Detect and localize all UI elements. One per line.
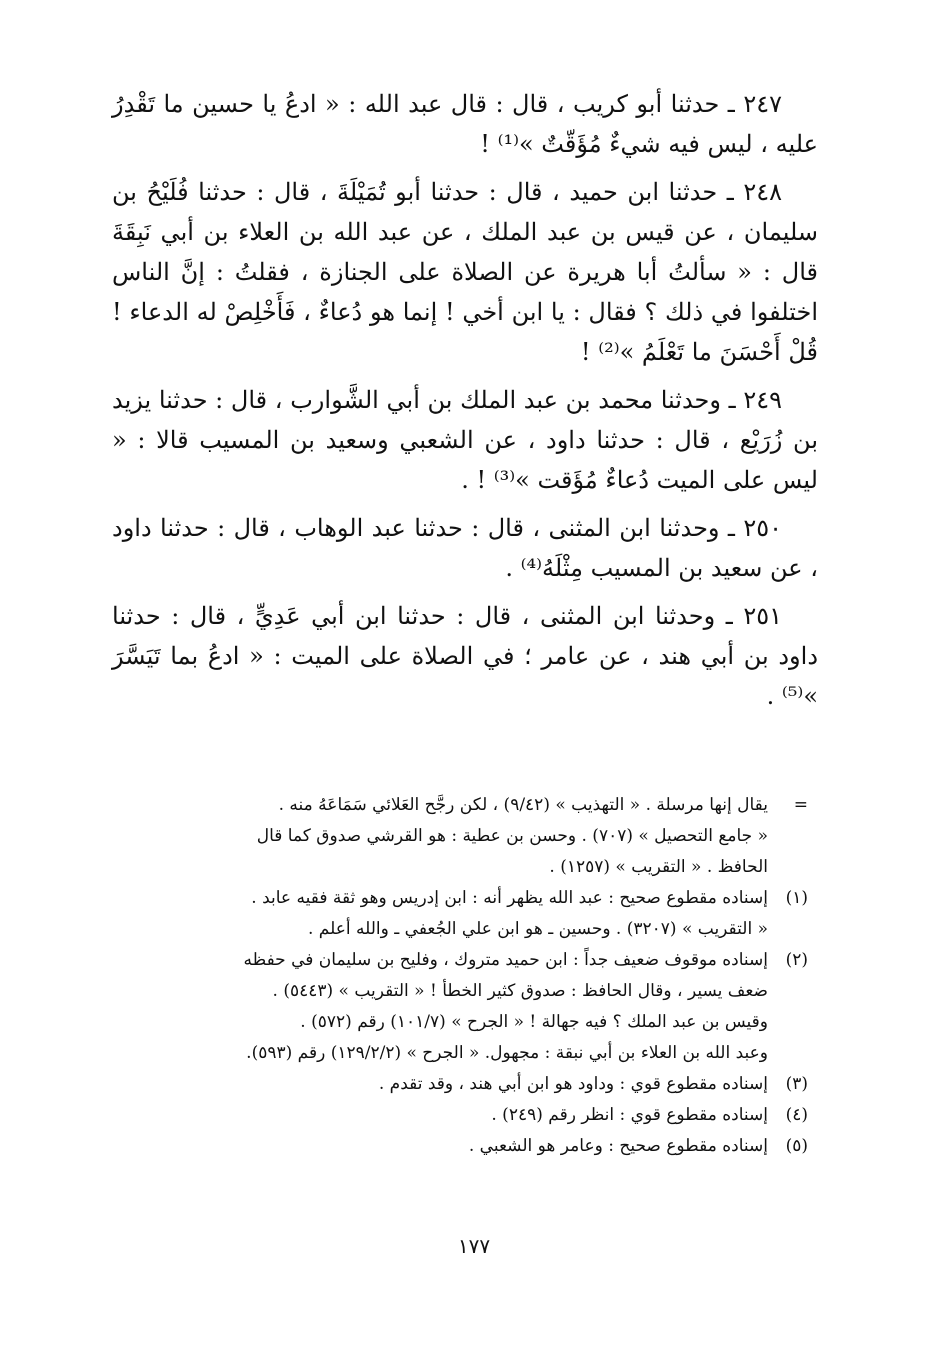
footnote-4 (112, 1100, 808, 1131)
footnote-body (112, 790, 768, 883)
footnote-line: إسناده موقوف ضعيف جداً : ابن حميد متروك ، وفليح بن سليمان في حفظه (243, 950, 768, 970)
footnote-line: « التقريب » (٣٢٠٧) . وحسين ـ هو ابن علي الجُعفي ـ والله أعلم . (307, 919, 768, 939)
footnote-line: إسناده مقطوع قوي : وداود هو ابن أبي هند ، وقد تقدم . (378, 1074, 768, 1094)
footnote-mark: (٤) (785, 1105, 808, 1125)
main-text (112, 84, 818, 724)
footnote-line: ضعف يسير ، وقال الحافظ : صدوق كثير الخطأ ! « التقريب » (٥٤٤٣) . (272, 981, 768, 1001)
paragraph-249: ٢٤٩ ـ وحدثنا محمد بن عبد الملك بن أبي الشَّوارب ، قال : حدثنا يزيد بن زُرَيْع ، قال : حدثنا داود ، عن الشعبي وسعيد بن المسيب قالا : « ليس على الميت دُعاءٌ مُؤَقت »⁽³⁾ ! . (112, 386, 818, 494)
footnote-mark: (٥) (785, 1136, 808, 1156)
footnote-line: إسناده مقطوع صحيح : وعامر هو الشعبي . (468, 1136, 768, 1156)
footnote-continued (112, 790, 808, 883)
footnote-line: وعبد الله بن العلاء بن أبي نبقة : مجهول. « الجرح » (١٢٩/٢/٢) رقم (٥٩٣). (246, 1043, 768, 1063)
footnote-5 (112, 1131, 808, 1162)
footnote-1 (112, 883, 808, 945)
footnote-mark: = (793, 795, 808, 815)
paragraph-248: ٢٤٨ ـ حدثنا ابن حميد ، قال : حدثنا أبو تُمَيْلَةَ ، قال : حدثنا فُلَيْحُ بن سليمان ، عن قيس بن عبد الملك ، عن عبد الله بن العلاء بن أبي نَبِقَةَ قال : « سألتُ أبا هريرة عن الصلاة على الجنازة ، فقلتُ : إنَّ الناس اختلفوا في ذلك ؟ فقال : يا ابن أخي ! إنما هو دُعاءٌ ، فَأَخْلِصْ له الدعاء ! قُلْ أَحْسَنَ ما تَعْلَمُ »⁽²⁾ ! (112, 178, 818, 366)
footnotes (112, 790, 808, 1162)
footnote-mark: (٣) (785, 1074, 808, 1094)
footnote-mark: (٢) (785, 950, 808, 970)
paragraph-250: ٢٥٠ ـ وحدثنا ابن المثنى ، قال : حدثنا عبد الوهاب ، قال : حدثنا داود ، عن سعيد بن المسيب مِثْلَهُ⁽⁴⁾ . (112, 514, 818, 582)
footnote-line: إسناده مقطوع قوي : انظر رقم (٢٤٩) . (491, 1105, 768, 1125)
footnote-body (112, 1069, 768, 1100)
footnote-line: وقيس بن عبد الملك ؟ فيه جهالة ! « الجرح » (١٠١/٧) رقم (٥٧٢) . (300, 1012, 768, 1032)
page-number: ١٧٧ (457, 1234, 491, 1258)
footnote-body (112, 883, 768, 945)
footnote-3 (112, 1069, 808, 1100)
footnote-line: يقال إنها مرسلة . « التهذيب » (٩/٤٢) ، لكن رجَّح العَلائي سَمَاعَهُ منه . (278, 795, 768, 815)
footnote-line: إسناده مقطوع صحيح : عبد الله يظهر أنه : ابن إدريس وهو ثقة فقيه عابد . (251, 888, 768, 908)
footnote-body (112, 1100, 768, 1131)
paragraph-247: ٢٤٧ ـ حدثنا أبو كريب ، قال : قال عبد الله : « ادعُ يا حسين ما تَقْدِرُ عليه ، ليس فيه شيءٌ مُؤَقّتٌ »⁽¹⁾ ! (112, 90, 818, 158)
paragraph-251: ٢٥١ ـ وحدثنا ابن المثنى ، قال : حدثنا ابن أبي عَدِيٍّ ، قال : حدثنا داود بن أبي هند ، عن عامر ؛ في الصلاة على الميت : « ادعُ بما تَيَسَّرَ »⁽⁵⁾ . (112, 602, 818, 710)
footnote-line: الحافظ . « التقريب » (١٢٥٧) . (549, 857, 768, 877)
footnote-body (112, 1131, 768, 1162)
footnote-line: « جامع التحصيل » (٧٠٧) . وحسن بن عطية : هو القرشي صدوق كما قال (256, 826, 768, 846)
footnote-body (112, 945, 768, 1069)
footnote-2 (112, 945, 808, 1069)
footnote-mark: (١) (785, 888, 808, 908)
